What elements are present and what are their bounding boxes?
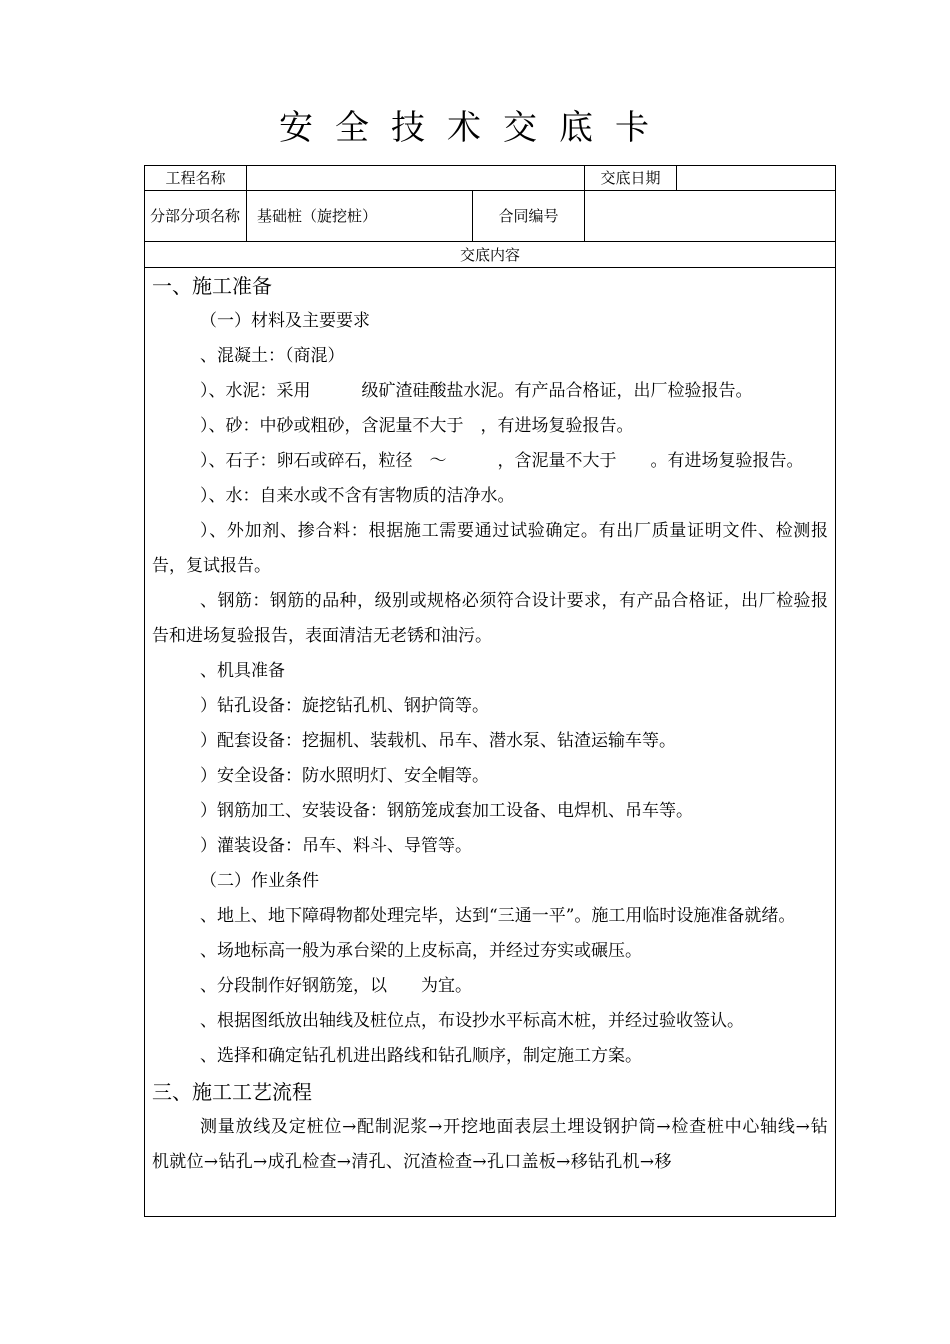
table-border-bottom	[144, 1216, 836, 1217]
subpart-value: 基础桩（旋挖桩）	[257, 207, 378, 225]
date-value[interactable]	[677, 166, 835, 190]
content-line: ）钻孔设备：旋挖钻孔机、钢护筒等。	[200, 696, 489, 716]
content-paragraph: 、地上、地下障碍物都处理完毕，达到“三通一平”。施工用临时设施准备就绪。	[200, 906, 796, 926]
content-line: ）、砂：中砂或粗砂，含泥量不大于 ，有进场复验报告。	[200, 416, 634, 436]
process-flow: 测量放线及定桩位→配制泥浆→开挖地面表层土埋设钢护筒→检查桩中心轴线→钻机就位→钻孔→成孔检查→清孔、沉渣检查→孔口盖板→移钻孔机→移	[152, 1117, 828, 1172]
section-heading: 三、施工工艺流程	[152, 1080, 312, 1104]
disclosure-content	[152, 268, 828, 1180]
content-line: ）配套设备：挖掘机、装载机、吊车、潜水泵、钻渣运输车等。	[200, 731, 676, 751]
content-line: ）灌装设备：吊车、料斗、导管等。	[200, 836, 472, 856]
content-line: ）、石子：卵石或碎石，粒径 ～ ，含泥量不大于 。有进场复验报告。	[200, 451, 804, 471]
subsection-heading: （二）作业条件	[200, 871, 319, 891]
subsection-heading: （一）材料及主要要求	[200, 311, 370, 331]
section-heading: 一、施工准备	[152, 274, 272, 298]
content-paragraph: 、钢筋：钢筋的品种，级别或规格必须符合设计要求，有产品合格证，出厂检验报告和进场复验报告，表面清洁无老锈和油污。	[152, 591, 828, 646]
table-border-right	[835, 165, 836, 1217]
date-label: 交底日期	[600, 169, 661, 187]
content-paragraph: ）、外加剂、掺合料：根据施工需要通过试验确定。有出厂质量证明文件、检测报告，复试报告。	[152, 521, 828, 576]
content-line: 、混凝土：（商混）	[200, 346, 345, 366]
contract-label: 合同编号	[498, 207, 559, 225]
contract-value[interactable]	[585, 191, 835, 241]
content-line: 、分段制作好钢筋笼，以 为宜。	[200, 976, 472, 996]
content-label: 交底内容	[459, 245, 520, 264]
content-line: ）、水泥：采用 级矿渣硅酸盐水泥。有产品合格证，出厂检验报告。	[200, 381, 753, 401]
subpart-label: 分部分项名称	[150, 207, 241, 225]
content-line: 、选择和确定钻孔机进出路线和钻孔顺序，制定施工方案。	[200, 1046, 642, 1066]
content-line: ）钢筋加工、安装设备：钢筋笼成套加工设备、电焊机、吊车等。	[200, 801, 693, 821]
content-line: ）安全设备：防水照明灯、安全帽等。	[200, 766, 489, 786]
content-line: 、根据图纸放出轴线及桩位点，布设抄水平标高木桩，并经过验收签认。	[200, 1011, 744, 1031]
project-name-value[interactable]	[247, 166, 584, 190]
project-name-label: 工程名称	[165, 169, 226, 187]
content-line: 、机具准备	[200, 661, 285, 681]
content-line: 、场地标高一般为承台梁的上皮标高，并经过夯实或碾压。	[200, 941, 642, 961]
content-line: ）、水：自来水或不含有害物质的洁净水。	[200, 486, 515, 506]
document-title: 安全技术交底卡	[279, 108, 671, 148]
table-border-left	[144, 165, 145, 1217]
